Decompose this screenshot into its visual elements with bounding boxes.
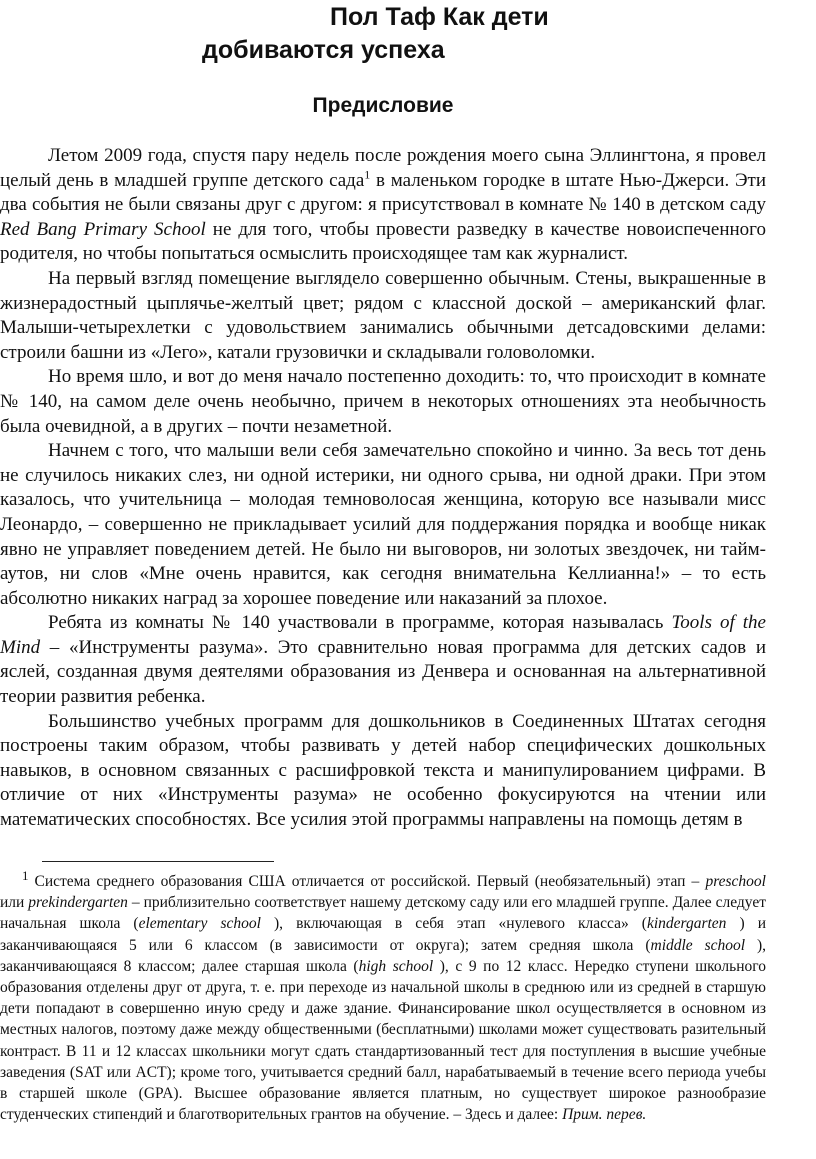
footnote-text: Система среднего образования США отличается от российской. Первый (необязательный) этап –: [34, 873, 706, 890]
paragraph: Начнем с того, что малыши вели себя замечательно спокойно и чинно. За весь тот день не случилось никаких слез, ни одной истерики, ни одного срыва, ни одной драки. При этом казалось, что учительница – молодая темноволосая женщина, которую все называли мисс Леонардо, – совершенно не прикладывает усилий для поддержания порядка и вообще никак явно не управляет поведением детей. Не было ни выговоров, ни золотых звездочек, ни тайм-аутов, ни слов «Мне очень нравится, как сегодня внимательна Келлианна!» – то есть абсолютно никаких наград за хорошее поведение или наказаний за плохое.: [0, 440, 766, 609]
paragraph: Но время шло, и вот до меня начало постепенно доходить: то, что происходит в комнате № 140, на самом деле очень необычно, причем в некоторых отношениях эта необычность была очевидной, а в других – почти незаметной.: [0, 366, 766, 437]
footnote-separator: [42, 861, 274, 862]
footnote-term: kindergarten: [646, 915, 727, 933]
school-name: Red Bang Primary School: [0, 218, 206, 240]
footnote: [0, 867, 767, 1125]
footnote-reference[interactable]: 1: [364, 167, 371, 182]
footnote-text: – приблизительно соответствует нашему детскому саду или его младшей группе. Далее следует начальная школа (: [0, 894, 766, 933]
footnote-text: или: [0, 894, 29, 912]
footnote-text: ), с 9 по 12 класс. Нередко ступени школьного образования отделены друг от друга, т. е. при переходе из начальной школы в среднюю или из средней в старшую дети попадают в совершенно иную среду и даже здание. Финансирование школ осуществляется в основном из местных налогов, поэтому даже между общественными (бесплатными) школами может существовать разительный контраст. В 11 и 12 классах школьники могут сдать стандартизованный тест для поступления в высшие учебные заведения (SAT или ACT); кроме того, учитывается средний балл, нарабатываемый в течение всего периода учебы в старшей школе (GPA). Высшее образование является платным, но существует широкое разнообразие студенческих стипендий и благотворительных грантов на обучение. – Здесь и далее:: [0, 957, 766, 1124]
paragraph-text: в маленьком городке в штате Нью-Джерси. Эти два события не были связаны друг с другом: я присутствовал в комнате № 140 в детском саду: [0, 169, 766, 216]
footnote-note-label: Прим. перев.: [562, 1106, 647, 1124]
paragraph-text: не для того, чтобы провести разведку в качестве новоиспеченного родителя, но чтобы попытаться осмыслить происходящее там как журналист.: [0, 218, 766, 265]
footnote-text: ) и заканчивающаяся 5 или 6 классом (в зависимости от округа); затем средняя школа (: [0, 915, 766, 954]
footnote-term: elementary school: [138, 915, 261, 933]
paragraph: [0, 611, 766, 709]
section-heading: Предисловие: [312, 94, 454, 117]
paragraph: Большинство учебных программ для дошкольников в Соединенных Штатах сегодня построены таким образом, чтобы развивать у детей набор специфических дошкольных навыков, в основном связанных с расшифровкой текста и манипулированием цифрами. В отличие от них «Инструменты разума» не особенно фокусируются на чтении или математических способностях. Все усилия этой программы направлены на помощь детям в: [0, 710, 766, 831]
paragraph: На первый взгляд помещение выглядело совершенно обычным. Стены, выкрашенные в жизнерадостный цыплячье-желтый цвет; рядом с классной доской – американский флаг. Малыши-четырехлетки с удовольствием занимались обычными детсадовскими делами: строили башни из «Лего», катали грузовички и складывали головоломки.: [0, 267, 766, 363]
program-name: Tools of the Mind: [0, 612, 766, 658]
paragraph: [0, 144, 766, 267]
book-title-line-2: добиваются успеха: [202, 36, 445, 64]
paragraph-text: Летом 2009 года, спустя пару недель после рождения моего сына Эллингтона, я провел целый день в младшей группе детского сада: [0, 145, 766, 191]
footnote-term: prekindergarten: [28, 894, 128, 912]
footnote-text: ), включающая в себя этап «нулевого класса» (: [260, 915, 647, 933]
paragraph-text: – «Инструменты разума». Это сравнительно новая программа для детских садов и яслей, созданная двумя деятелями образования из Денвера и основанная на альтернативной теории развития ребенка.: [0, 636, 766, 708]
footnote-term: high school: [358, 957, 434, 975]
body-text: [0, 144, 766, 833]
footnote-text: ), заканчивающаяся 8 классом; далее старшая школа (: [0, 936, 767, 975]
paragraph-text: Ребята из комнаты № 140 участвовали в программе, которая называлась: [48, 612, 672, 634]
footnote-term: preschool: [705, 873, 766, 890]
footnote-mark: 1: [22, 867, 29, 883]
footnote-term: middle school: [650, 936, 746, 954]
book-title-line-1: Пол Таф Как дети: [330, 3, 549, 31]
